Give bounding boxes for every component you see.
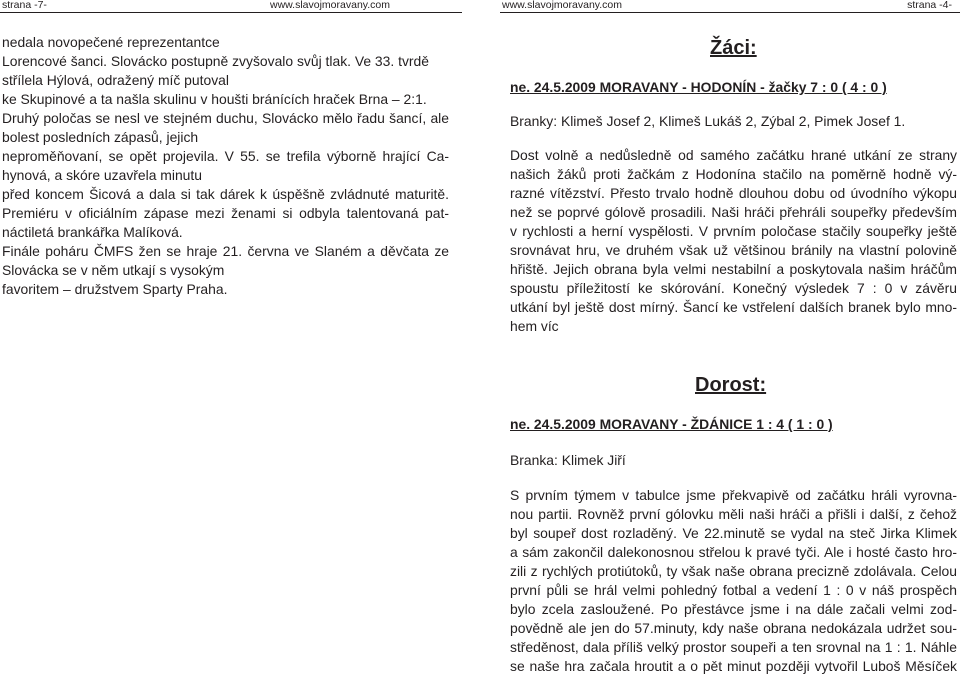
text-line: povědně ale jen do 57.minuty, kdy naše obrana nedokázala udržet sou- <box>510 620 957 636</box>
text-line: Premiéru v oficiálním zápase mezi ženami si odbyla talentovaná pat- <box>2 205 449 221</box>
right-page-number: strana -4- <box>907 0 952 11</box>
text-line: středěnost, dala příliš velký prostor soupeři a ten srovnal na 1 : 1. Náhle <box>510 639 957 655</box>
text-line: hřiště. Jejich obrana byla velmi nestabilní a poskytovala našim hráčům <box>510 261 957 277</box>
dorost-match-result: ne. 24.5.2009 MORAVANY - ŽDÁNICE 1 : 4 ( 1 : 0 ) <box>510 416 833 432</box>
text-line: nedala novopečené reprezentantce <box>2 34 220 50</box>
zaci-match-result: ne. 24.5.2009 MORAVANY - HODONÍN - žačky 7 : 0 ( 4 : 0 ) <box>510 79 887 95</box>
text-line: a sám zakončil dalekonosnou střelou k pravé tyči. Ale i hosté často hro- <box>510 544 957 560</box>
right-header-rule <box>500 12 960 13</box>
zaci-heading: Žáci: <box>710 37 757 59</box>
text-line: střílela Hýlová, odražený míč putoval <box>2 72 229 88</box>
zaci-report <box>510 146 957 336</box>
text-line: bolest posledních zápasů, jejich <box>2 129 199 145</box>
left-page-number: strana -7- <box>2 0 47 11</box>
text-line: hynová, a skóre uzavřela minutu <box>2 167 202 183</box>
left-site-url[interactable]: www.slavojmoravany.com <box>270 0 391 11</box>
text-line: náctiletá brankářka Malíková. <box>2 224 183 240</box>
text-line: Druhý poločas se nesl ve stejném duchu, Slovácko mělo řadu šancí, ale <box>2 110 449 126</box>
text-line: favoritem – družstvem Sparty Praha. <box>2 281 228 297</box>
text-line: než se poprvé gólově prosadili. Naši hráči přehráli soupeřky především <box>510 204 957 220</box>
text-line: Lorencové šanci. Slovácko postupně zvyšovalo svůj tlak. Ve 33. tvrdě <box>2 53 429 69</box>
left-header-rule <box>0 12 462 13</box>
text-line: neproměňovaní, se opět projevila. V 55. se trefila výborně hrající Ca- <box>2 148 449 164</box>
dorost-goalscorers: Branka: Klimek Jiří <box>510 452 626 468</box>
right-site-url[interactable]: www.slavojmoravany.com <box>502 0 623 11</box>
text-line: razné vítězství. Přesto trvalo hodně dlouhou dobu od úvodního výkopu <box>510 185 957 201</box>
text-line: Finále poháru ČMFS žen se hraje 21. června ve Slaném a děvčata ze <box>2 243 449 259</box>
text-line: první půli se hrál velmi pohledný fotbal a vedení 1 : 0 v náš prospěch <box>510 582 957 598</box>
text-line: v rychlosti a herní vyspělosti. V prvním poločase stačily soupeřky ještě <box>510 223 957 239</box>
text-line: zili z rychlých protiútoků, ty však naše obrana precizně zdolávala. Celou <box>510 563 957 579</box>
text-line: spoustu příležitostí ke skórování. Konečný výsledek 7 : 0 v závěru <box>510 280 957 296</box>
text-line: bylo zcela zasloužené. Po přestávce jsme i na dále začali velmi zod- <box>510 601 957 617</box>
text-line: ke Skupinové a ta našla skulinu v houšti bránících hraček Brna – 2:1. <box>2 91 427 107</box>
dorost-report <box>510 486 957 676</box>
text-line: Slovácka se v něm utkají s vysokým <box>2 262 225 278</box>
text-line: našich žáků proti žačkám z Hodonína stačilo na poměrně hodně vý- <box>510 166 957 182</box>
zaci-goalscorers: Branky: Klimeš Josef 2, Klimeš Lukáš 2, Zýbal 2, Pimek Josef 1. <box>510 113 906 129</box>
text-line: hem víc <box>510 318 559 334</box>
text-line: nou partii. Rovněž první gólovku měli naši hráči a přišli i další, z čehož <box>510 506 957 522</box>
text-line: byl soupeř dost rozladěný. Ve 22.minutě se vydal na steč Jirka Klimek <box>510 525 957 541</box>
left-page <box>0 0 462 663</box>
text-line: Dost volně a nedůsledně od samého začátku hrané utkání ze strany <box>510 147 957 163</box>
dorost-heading: Dorost: <box>695 374 767 396</box>
text-line: před koncem Šicová a dala si tak dárek k úspěšně zvládnuté maturitě. <box>2 186 449 202</box>
text-line: se naše hra začala hroutit a o pět minut později vytvořil Luboš Měsíček <box>510 658 957 674</box>
left-article-paragraph-1 <box>2 33 449 242</box>
right-page <box>500 0 960 674</box>
text-line: S prvním týmem v tabulce jsme překvapivě od začátku hráli vyrovna- <box>510 487 957 503</box>
left-article-paragraph-2 <box>2 242 449 299</box>
text-line: utkání byl ještě dost mírný. Šancí ke vstřelení dalších branek bylo mno- <box>510 299 957 315</box>
text-line: srovnávat hru, ve druhém však už většinou bránily na vlastní polovině <box>510 242 957 258</box>
